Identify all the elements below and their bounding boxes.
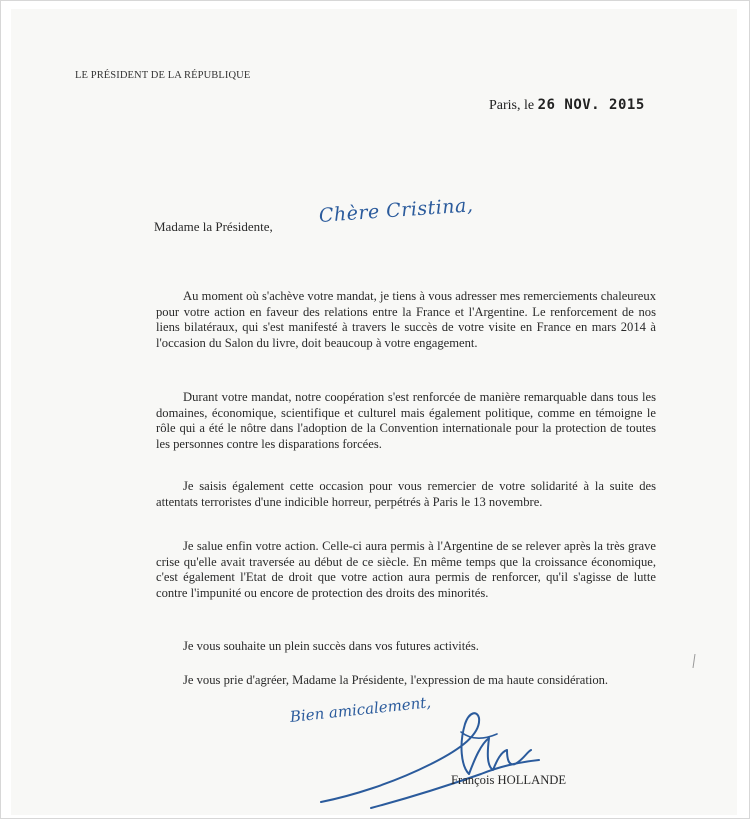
scan-mark-icon	[691, 654, 697, 668]
body-paragraph-4: Je salue enfin votre action. Celle-ci aura permis à l'Argentine de se relever après la très grave crise qu'elle avait traversée au début de ce siècle. En même temps que la croissance économique, c'est également l'Etat de droit que votre action aura permis de renforcer, qu'il s'agisse de lutte contre l'impunité ou encore de protection des droits des minorités.	[156, 539, 656, 600]
date-stamp: 26 NOV. 2015	[537, 97, 645, 113]
salutation: Madame la Présidente,	[154, 219, 273, 234]
letterhead: LE PRÉSIDENT DE LA RÉPUBLIQUE	[75, 70, 251, 81]
date-line	[489, 97, 645, 114]
body-paragraph-3: Je saisis également cette occasion pour vous remercier de votre solidarité à la suite des attentats terroristes d'une indicible horreur, perpétrés à Paris le 13 novembre.	[156, 479, 656, 509]
body-paragraph-2: Durant votre mandat, notre coopération s'est renforcée de manière remarquable dans tous les domaines, économique, scientifique et culturel mais également politique, comme en témoigne le rôle qui a été le nôtre dans l'adoption de la Convention internationale pour la protection de toutes les personnes contre les disparations forcées.	[156, 390, 656, 451]
handwritten-closing: Bien amicalement,	[289, 693, 432, 726]
signature-icon	[311, 704, 551, 814]
letter-page	[11, 9, 737, 815]
body-paragraph-5: Je vous souhaite un plein succès dans vos futures activités.	[183, 639, 479, 653]
handwritten-greeting: Chère Cristina,	[318, 194, 475, 227]
closing-paragraph: Je vous prie d'agréer, Madame la Présidente, l'expression de ma haute considération.	[183, 673, 609, 687]
signatory-name: François HOLLANDE	[451, 773, 567, 787]
body-paragraph-1: Au moment où s'achève votre mandat, je tiens à vous adresser mes remerciements chaleureux pour votre action en faveur des relations entre la France et l'Argentine. Le renforcement de nos liens bilatéraux, qui s'est manifesté à travers le succès de votre visite en France en mars 2014 à l'occasion du Salon du livre, doit beaucoup à votre engagement.	[156, 289, 656, 350]
place-label: Paris, le	[489, 98, 535, 113]
